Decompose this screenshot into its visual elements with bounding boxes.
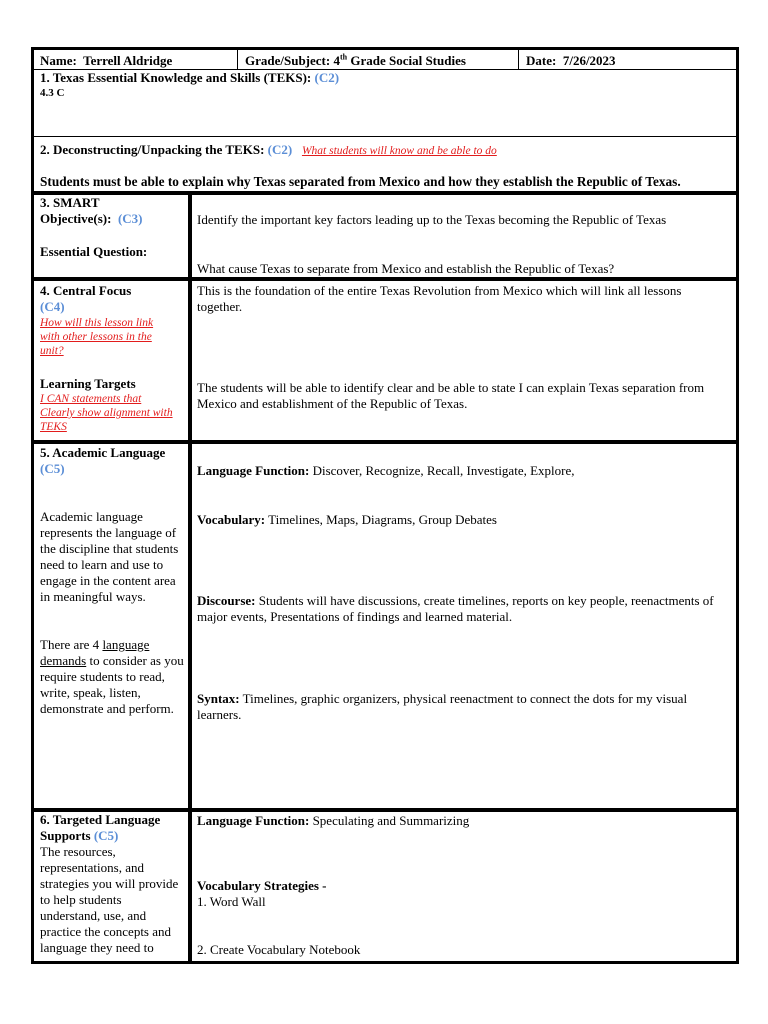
teks-statement: Students must be able to explain why Texas separated from Mexico and how they establish the Republic of Texas. (40, 174, 681, 189)
objective-text: Identify the important key factors leading up to the Texas becoming the Republic of Texas (197, 212, 667, 227)
vocabulary: Vocabulary: Timelines, Maps, Diagrams, Group Debates (197, 512, 497, 527)
academic-language-heading: 5. Academic Language (40, 445, 166, 460)
learning-targets-note: I CAN statements that Clearly show alignment with TEKS (40, 393, 173, 433)
learning-targets-text: The students will be able to identify clear and be able to state I can explain Texas separation from Mexico and establishment of the Republic of Texas. (197, 380, 705, 411)
name-field: Name: Terrell Aldridge (40, 53, 173, 68)
strategy-item-word-wall: 1. Word Wall (197, 894, 266, 909)
deconstructing-heading: 2. Deconstructing/Unpacking the TEKS: (C2) What students will know and be able to do (40, 142, 497, 157)
targeted-language-supports-heading: 6. Targeted Language Supports (C5) (40, 812, 161, 843)
learning-targets-heading: Learning Targets (40, 376, 136, 391)
teks-heading: 1. Texas Essential Knowledge and Skills (TEKS): (C2) (40, 70, 340, 85)
academic-language-description: Academic language represents the language of the discipline that students need to learn and use to engage in the content area in meaningful ways. (40, 509, 179, 604)
discourse: Discourse: Students will have discussions, create timelines, reports on key people, reenactments of major events, Presentations of findings and learned material. (197, 593, 714, 624)
strategy-item-vocabulary-notebook: 2. Create Vocabulary Notebook (197, 942, 361, 957)
essential-question-label: Essential Question: (40, 244, 148, 259)
targeted-supports-description: The resources, representations, and strategies you will provide to help students understand, use, and practice the concepts and language they need to (40, 844, 179, 955)
vocabulary-strategies-heading: Vocabulary Strategies - (197, 878, 327, 893)
lesson-plan-document (31, 47, 739, 964)
central-focus-note: How will this lesson link with other lessons in the unit? (40, 317, 154, 357)
language-demands-text: There are 4 language demands to consider as you require students to read, write, speak, listen, demonstrate and perform. (40, 637, 184, 716)
central-focus-heading: 4. Central Focus (40, 283, 132, 298)
language-function: Language Function: Discover, Recognize, Recall, Investigate, Explore, (197, 463, 575, 478)
date-field: Date: 7/26/2023 (526, 53, 616, 68)
academic-language-code: (C5) (40, 461, 65, 476)
central-focus-text: This is the foundation of the entire Texas Revolution from Mexico which will link all lessons together. (197, 283, 682, 314)
supports-language-function: Language Function: Speculating and Summarizing (197, 813, 470, 828)
essential-question-text: What cause Texas to separate from Mexico and establish the Republic of Texas? (197, 261, 615, 276)
syntax: Syntax: Timelines, graphic organizers, physical reenactment to connect the dots for my visual learners. (197, 691, 688, 722)
grade-subject-field: Grade/Subject: 4th Grade Social Studies (245, 52, 466, 68)
central-focus-code: (C4) (40, 299, 65, 314)
smart-objective-heading: 3. SMART Objective(s): (C3) (40, 195, 143, 226)
teks-value: 4.3 C (40, 87, 65, 99)
language-demands-link: language demands (40, 637, 150, 668)
